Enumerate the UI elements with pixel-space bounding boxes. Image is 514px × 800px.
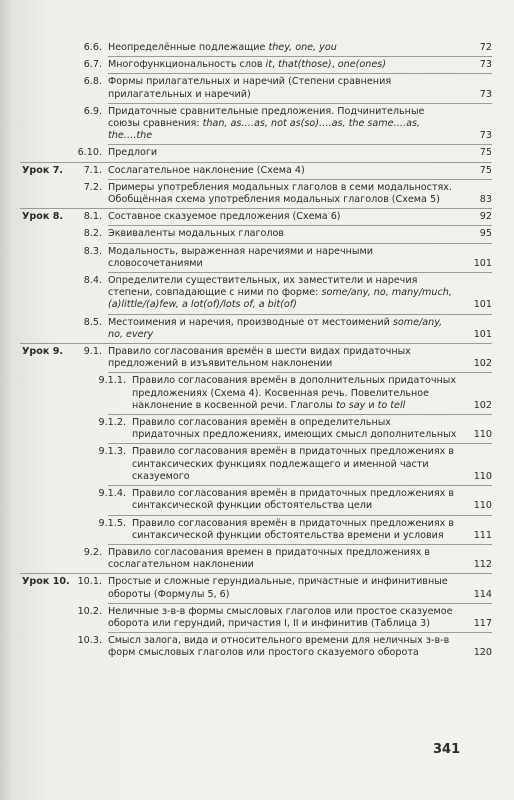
section-number: 8.2. bbox=[83, 228, 102, 240]
entry-divider bbox=[108, 485, 492, 486]
title-text: Правило согласования времён в придаточных предложениях в синтаксических функциях подлежащего и именной части сказуемого bbox=[132, 446, 455, 482]
section-title bbox=[108, 182, 492, 206]
italic-term: it bbox=[265, 59, 272, 71]
entry-divider bbox=[108, 179, 492, 180]
section-number: 9.1.5. bbox=[98, 517, 126, 529]
table-of-contents bbox=[22, 42, 492, 660]
page-ref: 73 bbox=[479, 88, 492, 100]
section-number: 6.9. bbox=[83, 105, 102, 117]
section-title bbox=[108, 547, 492, 571]
title-text: Придаточные сравнительные предложения. Подчинительные союзы сравнения: bbox=[108, 105, 425, 130]
page-ref: 117 bbox=[473, 617, 492, 629]
section-title bbox=[132, 488, 492, 512]
toc-entry bbox=[72, 42, 492, 54]
page-ref: 101 bbox=[473, 328, 492, 340]
section-title bbox=[132, 417, 492, 441]
title-text: Определители существительных, их заместители и наречия степени, совпадающие с ними по форме: bbox=[108, 275, 418, 299]
page-ref: 120 bbox=[473, 647, 492, 659]
entry-divider bbox=[108, 632, 492, 633]
section-number: 9.1.1. bbox=[98, 375, 126, 387]
title-text: Смысл залога, вида и относительного времени для неличных з-в-в форм смысловых глаголов или простого сказуемого оборота bbox=[108, 635, 450, 659]
section-number: 9.1. bbox=[83, 346, 102, 358]
page-number: 341 bbox=[433, 742, 461, 757]
page-ref: 72 bbox=[479, 42, 492, 53]
italic-term: some/any, no, every bbox=[108, 316, 443, 340]
lesson-separator bbox=[20, 208, 492, 209]
section-number: 8.4. bbox=[83, 275, 102, 287]
toc-entry bbox=[72, 446, 492, 483]
title-text: Простые и сложные герундиальные, причастные и инфинитивные обороты (Формулы 5, 6) bbox=[108, 576, 448, 600]
title-text: Сослагательное наклонение (Схема 4) bbox=[108, 164, 305, 176]
toc-entry bbox=[72, 228, 492, 240]
lesson-separator bbox=[20, 573, 492, 574]
toc-entry bbox=[22, 576, 492, 600]
entry-divider bbox=[108, 603, 492, 604]
section-title bbox=[108, 228, 492, 240]
toc-entry bbox=[72, 547, 492, 571]
section-title bbox=[108, 165, 492, 177]
title-text: Правило согласования времён в дополнительных придаточных предложениях (Схема 4). Косвенная речь. Повелительное наклонение в косвенной речи. Глаголы bbox=[132, 375, 457, 411]
section-number: 7.1. bbox=[83, 164, 102, 176]
page-ref: 102 bbox=[473, 399, 492, 411]
lesson-separator bbox=[20, 162, 492, 163]
toc-entry bbox=[72, 275, 492, 312]
section-number: 7.2. bbox=[83, 181, 102, 193]
title-text: Правило согласования времен в придаточных предложениях в сослагательном наклонении bbox=[108, 546, 431, 571]
title-text: Примеры употребления модальных глаголов в семи модальностях. Обобщённая схема употребления модальных глаголов (Схема 5) bbox=[108, 181, 453, 206]
section-number: 6.6. bbox=[83, 42, 102, 53]
page-ref: 112 bbox=[473, 559, 492, 571]
title-text: Предлоги bbox=[108, 147, 158, 159]
section-title bbox=[108, 275, 492, 312]
section-number: 6.10. bbox=[77, 147, 102, 159]
section-number: 9.1.2. bbox=[98, 417, 126, 429]
page-binding-edge bbox=[0, 0, 14, 800]
title-text: Модальность, выраженная наречиями и наречными словосочетаниями bbox=[108, 245, 373, 269]
section-title bbox=[108, 606, 492, 630]
title-text: Формы прилагательных и наречий (Степени сравнения прилагательных и наречий) bbox=[108, 76, 392, 100]
section-title bbox=[108, 76, 492, 100]
section-title bbox=[132, 375, 492, 412]
section-title bbox=[108, 346, 492, 370]
toc-entry bbox=[72, 182, 492, 206]
page-ref: 75 bbox=[479, 147, 492, 159]
section-title bbox=[108, 246, 492, 270]
title-text: Составное сказуемое предложения (Схема 6) bbox=[108, 211, 341, 223]
title-text: Неопределённые подлежащие bbox=[108, 42, 269, 53]
section-title bbox=[108, 211, 492, 223]
toc-entry bbox=[72, 488, 492, 512]
italic-term: some/any, no, many/much, (a)little/(a)few, a lot(of)/lots of, a bit(of) bbox=[108, 287, 452, 311]
lesson-label: Урок 10. bbox=[22, 576, 70, 588]
section-title bbox=[108, 106, 492, 143]
toc-entry bbox=[72, 518, 492, 542]
section-title bbox=[108, 317, 492, 341]
toc-entry bbox=[72, 317, 492, 341]
section-number: 8.5. bbox=[83, 316, 102, 328]
toc-entry bbox=[22, 346, 492, 370]
section-number: 9.1.3. bbox=[98, 446, 126, 458]
page-ref: 101 bbox=[473, 299, 492, 311]
entry-divider bbox=[108, 372, 492, 373]
title-text: Эквиваленты модальных глаголов bbox=[108, 228, 285, 240]
page-ref: 110 bbox=[473, 429, 492, 441]
section-title bbox=[108, 42, 492, 54]
title-text: Местоимения и наречия, производные от местоимений bbox=[108, 316, 393, 328]
italic-term: to say bbox=[336, 399, 366, 411]
page-ref: 114 bbox=[473, 588, 492, 600]
italic-term: one(ones) bbox=[337, 59, 386, 71]
entry-divider bbox=[108, 243, 492, 244]
page-ref: 73 bbox=[479, 59, 492, 71]
entry-divider bbox=[108, 414, 492, 415]
section-title bbox=[132, 518, 492, 542]
italic-term: to tell bbox=[377, 399, 406, 411]
italic-term: they, one, you bbox=[268, 42, 337, 53]
section-number: 10.1. bbox=[77, 576, 102, 588]
lesson-separator bbox=[20, 343, 492, 344]
title-text: , bbox=[331, 59, 338, 71]
entry-divider bbox=[108, 314, 492, 315]
entry-divider bbox=[108, 144, 492, 145]
toc-entry bbox=[72, 635, 492, 659]
page-ref: 75 bbox=[479, 164, 492, 176]
section-title bbox=[108, 576, 492, 600]
section-title bbox=[108, 147, 492, 159]
section-number: 8.1. bbox=[83, 211, 102, 223]
section-number: 9.1.4. bbox=[98, 488, 126, 500]
section-number: 9.2. bbox=[83, 546, 102, 558]
title-text: Правило согласования времён в определительных придаточных предложениях, имеющих смысл дополнительных bbox=[132, 417, 457, 441]
section-title bbox=[132, 446, 492, 483]
title-text: Правило согласования времён в придаточных предложениях в синтаксической функции обстоятельства цели bbox=[132, 488, 455, 512]
page-ref: 73 bbox=[479, 130, 492, 142]
entry-divider bbox=[108, 515, 492, 516]
entry-divider bbox=[108, 103, 492, 104]
toc-entry bbox=[72, 106, 492, 143]
section-number: 6.7. bbox=[83, 59, 102, 71]
page-ref: 110 bbox=[473, 500, 492, 512]
toc-entry bbox=[72, 417, 492, 441]
entry-divider bbox=[108, 272, 492, 273]
page-ref: 111 bbox=[473, 529, 492, 541]
entry-divider bbox=[108, 73, 492, 74]
toc-entry bbox=[72, 147, 492, 159]
section-title bbox=[108, 59, 492, 71]
toc-entry bbox=[72, 606, 492, 630]
section-title bbox=[108, 635, 492, 659]
lesson-label: Урок 9. bbox=[22, 346, 64, 358]
title-text: Правило согласования времён в шести видах придаточных предложений в изъявительном наклонении bbox=[108, 346, 411, 370]
entry-divider bbox=[108, 225, 492, 226]
toc-entry bbox=[72, 76, 492, 100]
toc-entry bbox=[22, 164, 492, 177]
page-ref: 101 bbox=[473, 257, 492, 269]
page-ref: 83 bbox=[479, 194, 492, 206]
toc-entry bbox=[72, 375, 492, 412]
section-number: 10.2. bbox=[77, 605, 102, 617]
section-number: 10.3. bbox=[77, 635, 102, 647]
lesson-label: Урок 8. bbox=[22, 211, 64, 223]
page-ref: 102 bbox=[473, 358, 492, 370]
page-ref: 110 bbox=[473, 470, 492, 482]
lesson-label: Урок 7. bbox=[22, 164, 64, 176]
toc-entry bbox=[72, 59, 492, 71]
page-ref: 92 bbox=[479, 211, 492, 223]
section-number: 6.8. bbox=[83, 76, 102, 88]
book-page bbox=[14, 0, 514, 800]
title-text: Правило согласования времён в придаточных предложениях в синтаксической функции обстоятельства времени и условия bbox=[132, 517, 455, 541]
title-text: и bbox=[365, 399, 378, 411]
title-text: Многофункциональность слов bbox=[108, 59, 266, 71]
page-ref: 95 bbox=[479, 228, 492, 240]
italic-term: than, as….as, not as(so)….as, the same….as, the….the bbox=[108, 118, 421, 142]
toc-entry bbox=[22, 211, 492, 223]
entry-divider bbox=[108, 544, 492, 545]
title-text: Неличные з-в-в формы смысловых глаголов или простое сказуемое оборота или герундий, причастия I, II и инфинитив (Таблица 3) bbox=[108, 605, 453, 629]
title-text: , bbox=[271, 59, 279, 71]
entry-divider bbox=[108, 443, 492, 444]
italic-term: that(those) bbox=[278, 59, 332, 71]
toc-entry bbox=[72, 246, 492, 270]
entry-divider bbox=[108, 56, 492, 57]
section-number: 8.3. bbox=[83, 245, 102, 257]
